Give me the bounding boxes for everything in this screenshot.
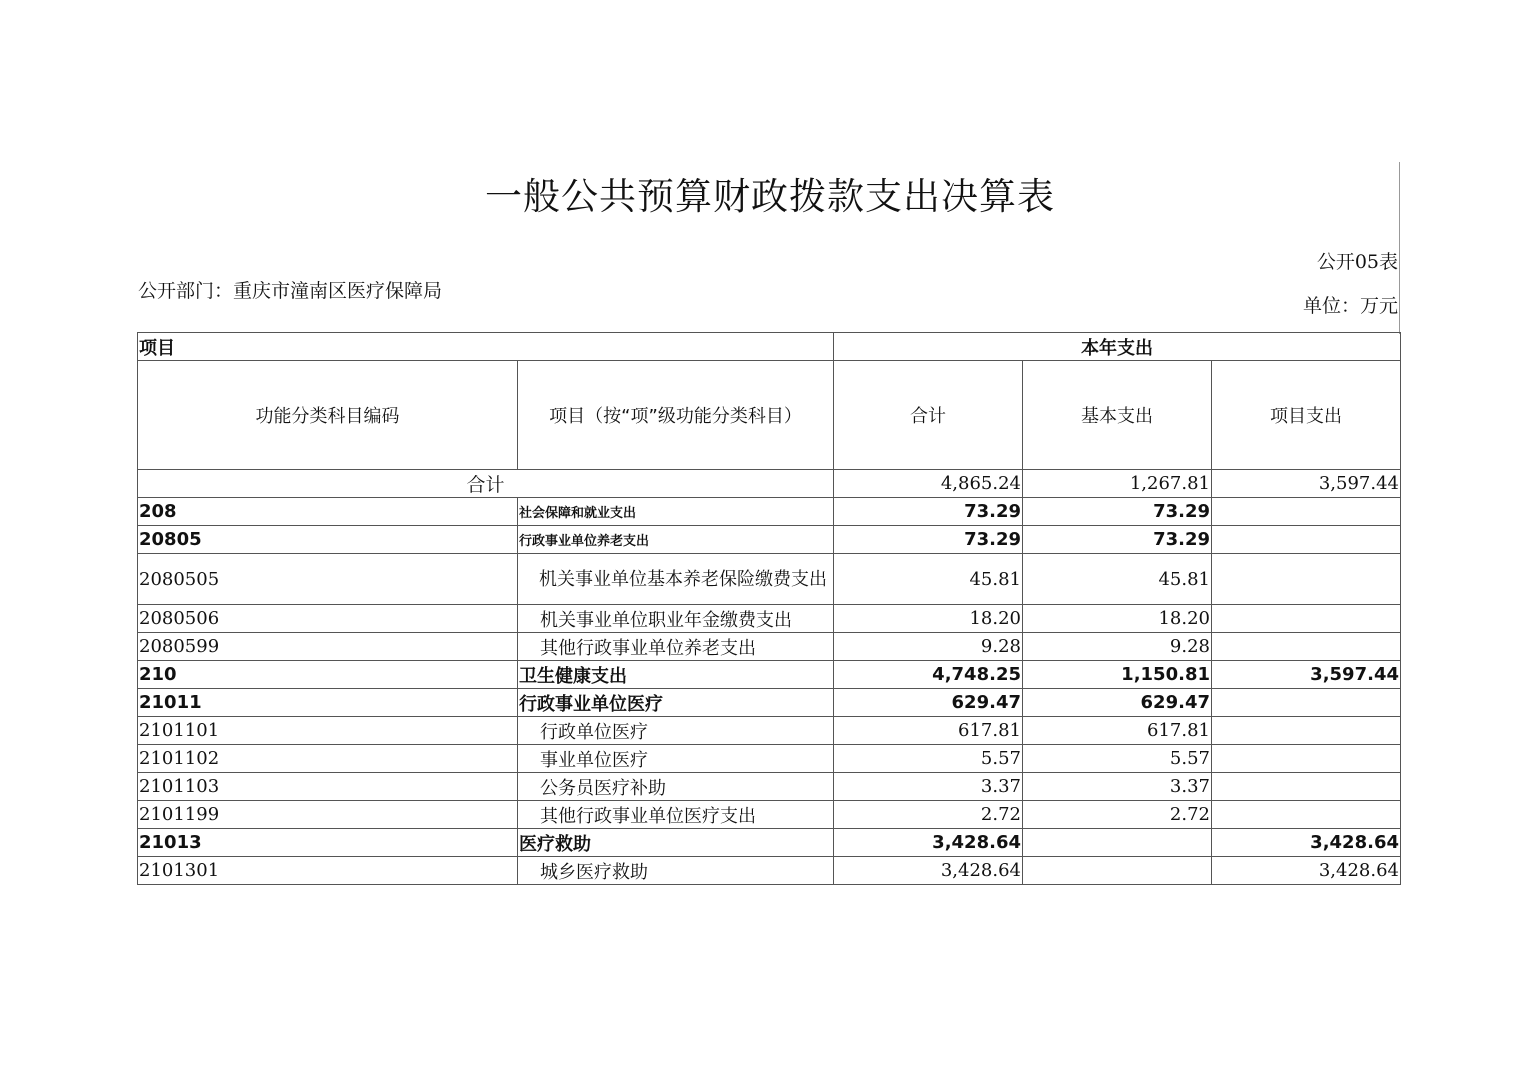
row-total: 4,748.25 (834, 661, 1023, 689)
table-row (138, 526, 1401, 554)
row-total: 617.81 (834, 717, 1023, 745)
row-name: 城乡医疗救助 (518, 857, 834, 885)
row-project (1212, 526, 1401, 554)
row-code: 21011 (138, 689, 518, 717)
table-row (138, 801, 1401, 829)
table-row (138, 829, 1401, 857)
header-project: 项目 (138, 333, 834, 361)
row-project (1212, 773, 1401, 801)
row-code: 2080506 (138, 605, 518, 633)
header-project-exp: 项目支出 (1212, 361, 1401, 470)
row-name: 行政事业单位养老支出 (518, 526, 834, 554)
row-code: 2101301 (138, 857, 518, 885)
row-code: 2101102 (138, 745, 518, 773)
total-label: 合计 (138, 470, 834, 498)
row-name: 医疗救助 (518, 829, 834, 857)
table-row (138, 689, 1401, 717)
row-basic: 617.81 (1023, 717, 1212, 745)
total-basic: 1,267.81 (1023, 470, 1212, 498)
row-project (1212, 605, 1401, 633)
row-total: 18.20 (834, 605, 1023, 633)
row-project (1212, 801, 1401, 829)
header-total: 合计 (834, 361, 1023, 470)
row-name: 卫生健康支出 (518, 661, 834, 689)
row-code: 2101101 (138, 717, 518, 745)
table-row (138, 717, 1401, 745)
row-name: 事业单位医疗 (518, 745, 834, 773)
table-row (138, 633, 1401, 661)
row-project (1212, 498, 1401, 526)
row-code: 2101199 (138, 801, 518, 829)
row-total: 5.57 (834, 745, 1023, 773)
row-basic: 5.57 (1023, 745, 1212, 773)
row-code: 210 (138, 661, 518, 689)
table-row (138, 605, 1401, 633)
row-basic: 1,150.81 (1023, 661, 1212, 689)
row-basic: 2.72 (1023, 801, 1212, 829)
row-basic: 629.47 (1023, 689, 1212, 717)
form-number: 公开05表 (1316, 251, 1398, 273)
row-name: 公务员医疗补助 (518, 773, 834, 801)
header-item: 项目（按“项”级功能分类科目） (518, 361, 834, 470)
row-project: 3,597.44 (1212, 661, 1401, 689)
row-name: 机关事业单位职业年金缴费支出 (518, 605, 834, 633)
total-project: 3,597.44 (1212, 470, 1401, 498)
header-code: 功能分类科目编码 (138, 361, 518, 470)
row-name: 行政事业单位医疗 (518, 689, 834, 717)
expenditure-table (137, 332, 1401, 885)
row-code: 208 (138, 498, 518, 526)
table-row (138, 498, 1401, 526)
row-name: 机关事业单位基本养老保险缴费支出 (518, 554, 834, 605)
row-basic: 3.37 (1023, 773, 1212, 801)
row-basic (1023, 857, 1212, 885)
total-total: 4,865.24 (834, 470, 1023, 498)
department-label: 公开部门：重庆市潼南区医疗保障局 (138, 280, 443, 302)
table-row (138, 554, 1401, 605)
row-name: 行政单位医疗 (518, 717, 834, 745)
row-total: 629.47 (834, 689, 1023, 717)
row-basic: 73.29 (1023, 526, 1212, 554)
row-basic: 73.29 (1023, 498, 1212, 526)
row-code: 20805 (138, 526, 518, 554)
table-row (138, 857, 1401, 885)
table-row (138, 745, 1401, 773)
row-project: 3,428.64 (1212, 857, 1401, 885)
row-total: 73.29 (834, 526, 1023, 554)
total-row (138, 470, 1401, 498)
row-basic: 45.81 (1023, 554, 1212, 605)
row-code: 2101103 (138, 773, 518, 801)
row-basic: 18.20 (1023, 605, 1212, 633)
row-project (1212, 554, 1401, 605)
row-name: 社会保障和就业支出 (518, 498, 834, 526)
table-row (138, 661, 1401, 689)
row-total: 2.72 (834, 801, 1023, 829)
header-current-year: 本年支出 (834, 333, 1401, 361)
row-basic (1023, 829, 1212, 857)
row-project (1212, 717, 1401, 745)
row-code: 2080599 (138, 633, 518, 661)
row-project (1212, 689, 1401, 717)
row-total: 3,428.64 (834, 829, 1023, 857)
table-row (138, 773, 1401, 801)
row-name: 其他行政事业单位养老支出 (518, 633, 834, 661)
row-project: 3,428.64 (1212, 829, 1401, 857)
row-name: 其他行政事业单位医疗支出 (518, 801, 834, 829)
row-code: 21013 (138, 829, 518, 857)
row-project (1212, 633, 1401, 661)
row-basic: 9.28 (1023, 633, 1212, 661)
row-total: 3,428.64 (834, 857, 1023, 885)
row-total: 45.81 (834, 554, 1023, 605)
row-total: 73.29 (834, 498, 1023, 526)
row-total: 9.28 (834, 633, 1023, 661)
margin-divider (1399, 162, 1400, 334)
header-basic: 基本支出 (1023, 361, 1212, 470)
row-total: 3.37 (834, 773, 1023, 801)
row-project (1212, 745, 1401, 773)
page-title: 一般公共预算财政拨款支出决算表 (485, 175, 1055, 218)
row-code: 2080505 (138, 554, 518, 605)
unit-label: 单位：万元 (1302, 295, 1398, 317)
